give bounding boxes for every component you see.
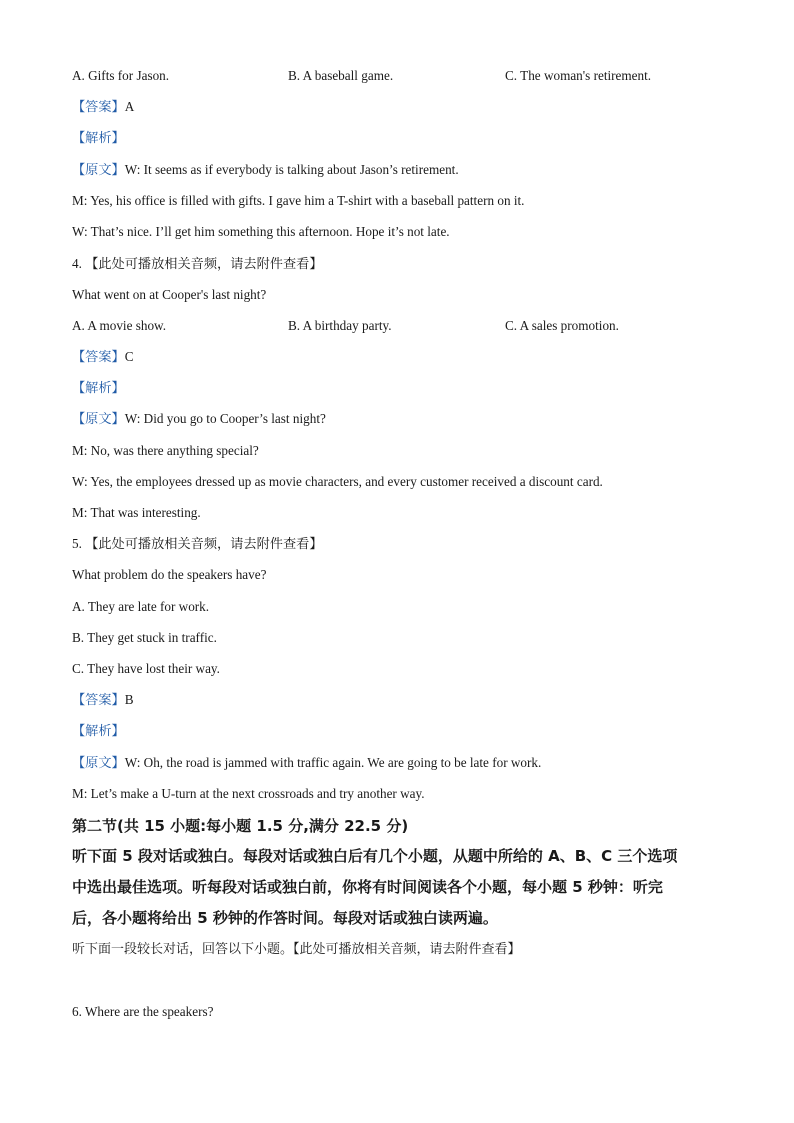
q5-transcript-1: W: Oh, the road is jammed with traffic again. We are going to be late for work.: [124, 755, 542, 770]
q3-answer: A: [124, 99, 135, 114]
analysis-tag: 【解析】: [72, 380, 125, 395]
q3-transcript-2: M: Yes, his office is filled with gifts. I gave him a T-shirt with a baseball pattern on it.: [72, 193, 525, 208]
q4-transcript-line: [72, 410, 326, 428]
q5-option-a: A. They are late for work.: [72, 599, 210, 614]
q6-question: 6. Where are the speakers?: [72, 1004, 214, 1019]
q3-option-c: C. The woman's retirement.: [505, 68, 652, 83]
q5-transcript-line: [72, 754, 541, 772]
q5-transcript-2: M: Let’s make a U-turn at the next crossroads and try another way.: [72, 786, 425, 801]
q4-transcript-1: W: Did you go to Cooper’s last night?: [124, 411, 326, 426]
q4-question: What went on at Cooper's last night?: [72, 287, 267, 302]
original-tag: 【原文】: [72, 162, 125, 177]
section2-intro: 听下面一段较长对话，回答以下小题。【此处可播放相关音频，请去附件查看】: [72, 942, 521, 957]
original-tag: 【原文】: [72, 755, 125, 770]
q4-heading: 4. 【此处可播放相关音频，请去附件查看】: [72, 256, 323, 271]
q5-answer: B: [124, 692, 134, 707]
answer-tag: 【答案】: [72, 349, 125, 364]
q4-option-a: A. A movie show.: [72, 318, 167, 333]
section2-instruction-1: 听下面 5 段对话或独白。每段对话或独白后有几个小题，从题中所给的 A、B、C 三个选项: [72, 847, 678, 865]
q4-transcript-2: M: No, was there anything special?: [72, 443, 259, 458]
q5-analysis-line: [72, 722, 125, 740]
q3-option-a: A. Gifts for Jason.: [72, 68, 170, 83]
q5-question: What problem do the speakers have?: [72, 567, 267, 582]
q3-option-b: B. A baseball game.: [288, 68, 394, 83]
answer-tag: 【答案】: [72, 692, 125, 707]
q3-answer-line: [72, 98, 134, 116]
q3-transcript-1: W: It seems as if everybody is talking about Jason’s retirement.: [124, 162, 459, 177]
analysis-tag: 【解析】: [72, 130, 125, 145]
analysis-tag: 【解析】: [72, 723, 125, 738]
section2-instruction-2: 中选出最佳选项。听每段对话或独白前，你将有时间阅读各个小题，每小题 5 秒钟：听完: [72, 878, 663, 896]
q3-transcript-3: W: That’s nice. I’ll get him something this afternoon. Hope it’s not late.: [72, 224, 450, 239]
answer-tag: 【答案】: [72, 99, 125, 114]
section2-instruction-3: 后，各小题将给出 5 秒钟的作答时间。每段对话或独白读两遍。: [72, 909, 498, 927]
q4-option-b: B. A birthday party.: [288, 318, 392, 333]
q4-answer: C: [124, 349, 134, 364]
q5-heading: 5. 【此处可播放相关音频，请去附件查看】: [72, 536, 323, 551]
q5-option-c: C. They have lost their way.: [72, 661, 220, 676]
q3-analysis-line: [72, 129, 125, 147]
q4-transcript-4: M: That was interesting.: [72, 505, 201, 520]
original-tag: 【原文】: [72, 411, 125, 426]
q3-transcript-line: [72, 161, 459, 179]
q5-answer-line: [72, 691, 134, 709]
q4-analysis-line: [72, 379, 125, 397]
q4-option-c: C. A sales promotion.: [505, 318, 619, 333]
q4-transcript-3: W: Yes, the employees dressed up as movie characters, and every customer received a discount card.: [72, 474, 603, 489]
section2-title: 第二节(共 15 小题:每小题 1.5 分,满分 22.5 分): [72, 817, 409, 835]
q5-option-b: B. They get stuck in traffic.: [72, 630, 217, 645]
q4-answer-line: [72, 348, 134, 366]
